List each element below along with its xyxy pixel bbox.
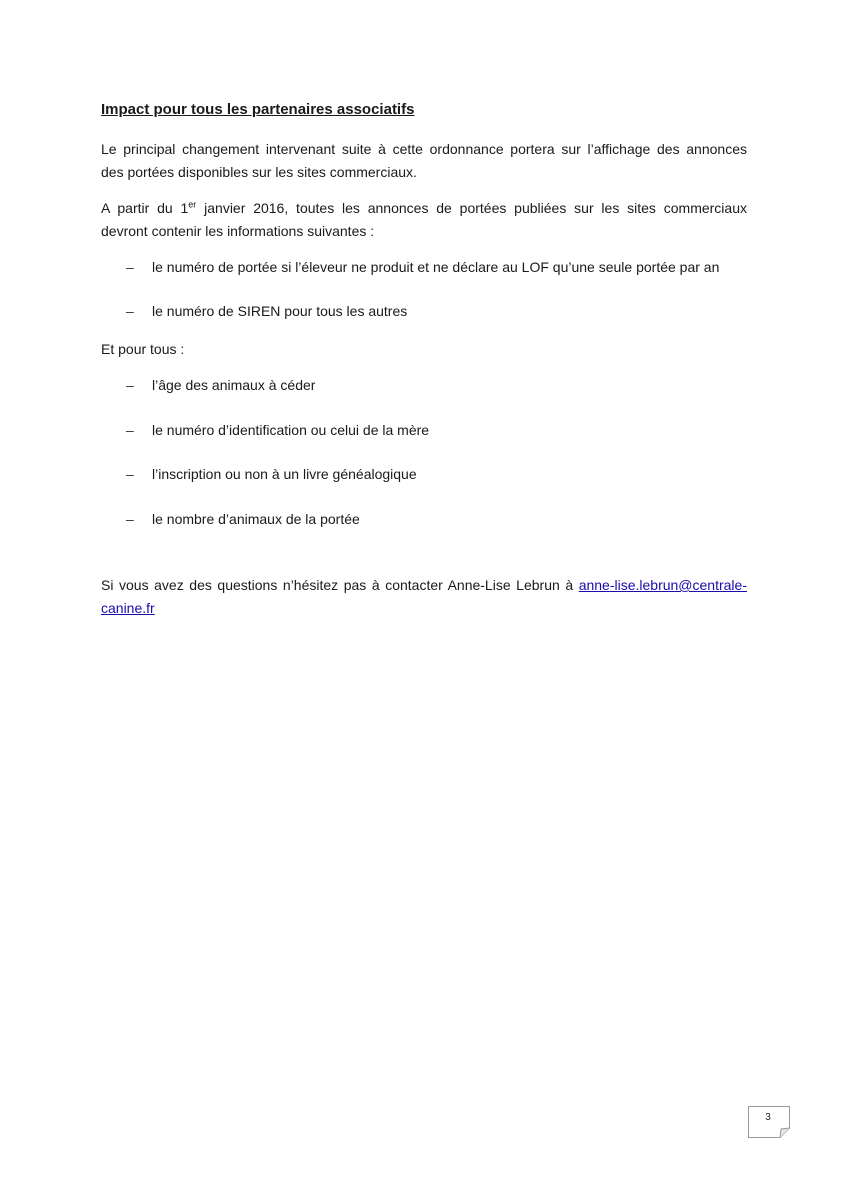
list-item xyxy=(126,301,407,321)
list-item-text: le numéro de portée si l’éleveur ne produit et ne déclare au LOF qu’une seule portée par an xyxy=(152,259,720,275)
date-superscript: er xyxy=(188,199,197,210)
dash-bullet-icon: – xyxy=(126,511,134,527)
list-item-text: l’inscription ou non à un livre généalogique xyxy=(152,466,417,482)
list-item-text: le nombre d’animaux de la portée xyxy=(152,511,360,527)
contact-text: Si vous avez des questions n’hésitez pas à contacter Anne-Lise Lebrun à xyxy=(101,577,579,593)
contact-line-2 xyxy=(101,597,747,620)
list-item xyxy=(126,464,417,484)
et-pour-tous-label: Et pour tous : xyxy=(101,341,185,357)
date-line-2: devront contenir les informations suivantes : xyxy=(101,223,375,239)
intro-line-2: des portées disponibles sur les sites commerciaux. xyxy=(101,164,417,180)
page-number: 3 xyxy=(765,1112,771,1123)
intro-line-1: Le principal changement intervenant suite à cette ordonnance portera sur l’affichage des annonces xyxy=(101,141,747,157)
list-item-text: le numéro d’identification ou celui de la mère xyxy=(152,422,430,438)
email-link[interactable]: anne-lise.lebrun@centrale- xyxy=(578,577,747,593)
list-item xyxy=(126,509,360,529)
contact-line-1 xyxy=(101,574,747,597)
list-item xyxy=(126,257,719,277)
contact-paragraph xyxy=(101,574,747,620)
page-number-box xyxy=(748,1106,790,1138)
dash-bullet-icon: – xyxy=(126,303,134,319)
date-line-1 xyxy=(101,197,747,220)
list-item-text: le numéro de SIREN pour tous les autres xyxy=(152,303,408,319)
list-item-text: l’âge des animaux à céder xyxy=(152,377,316,393)
section-heading: Impact pour tous les partenaires associatifs xyxy=(101,101,415,118)
dash-bullet-icon: – xyxy=(126,259,134,275)
dash-bullet-icon: – xyxy=(126,422,134,438)
dash-bullet-icon: – xyxy=(126,377,134,393)
dash-bullet-icon: – xyxy=(126,466,134,482)
list-item xyxy=(126,375,315,395)
date-rest: janvier 2016, toutes les annonces de portées publiées sur les sites commerciaux xyxy=(196,200,747,216)
date-paragraph xyxy=(101,197,747,243)
date-prefix: A partir du 1 xyxy=(101,200,189,216)
email-link-continuation[interactable]: canine.fr xyxy=(101,600,155,616)
list-item xyxy=(126,420,429,440)
intro-paragraph xyxy=(101,138,747,184)
